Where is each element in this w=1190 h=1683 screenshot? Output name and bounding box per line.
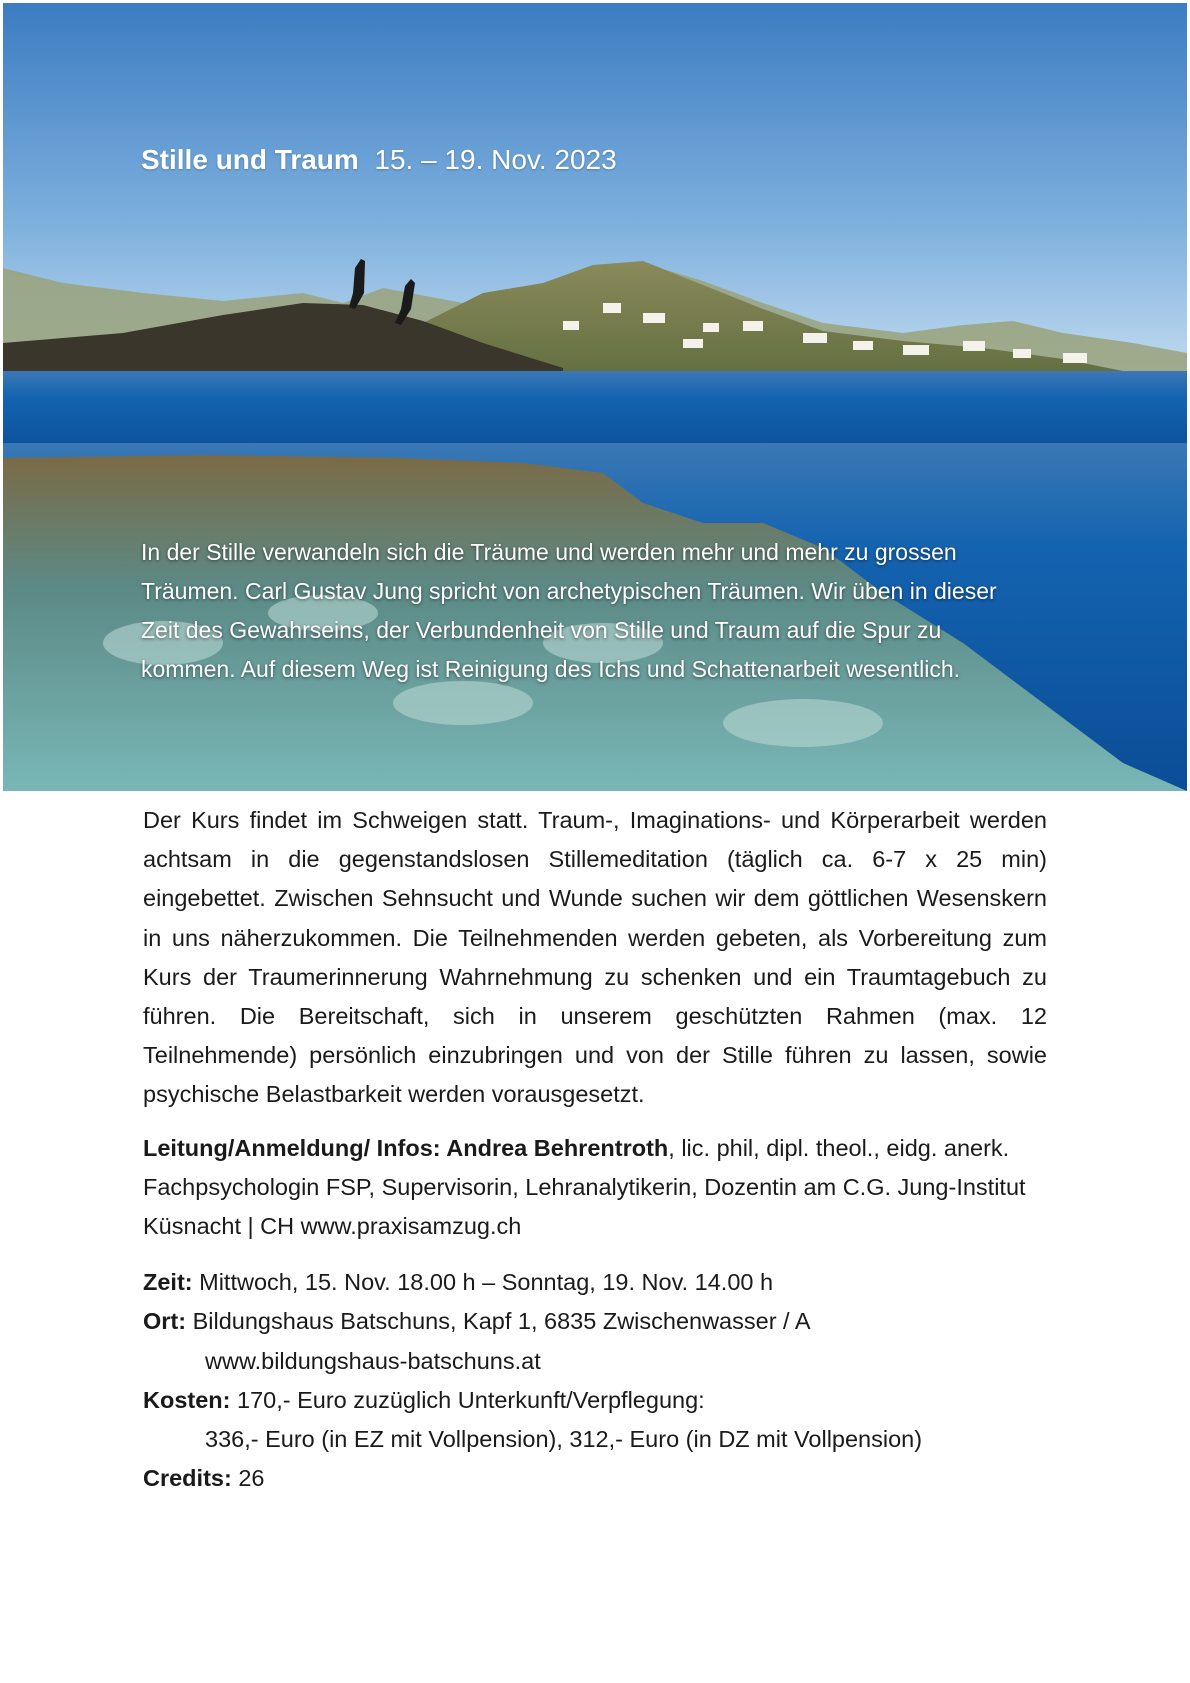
kosten-value: 170,- Euro zuzüglich Unterkunft/Verpflegung: [230,1386,705,1413]
ort-url[interactable]: www.bildungshaus-batschuns.at [205,1347,541,1374]
leitung-info [143,1129,1053,1246]
credits-row [143,1459,1063,1498]
intro-text: In der Stille verwandeln sich die Träume und werden mehr und mehr zu grossen Träumen. Carl Gustav Jung spricht von archetypischen Träumen. Wir üben in dieser Zeit des Gewahrseins, der Verbundenheit von Stille und Traum auf die Spur zu kommen. Auf diesem Weg ist Reinigung des Ichs und Schattenarbeit wesentlich. [141,539,997,682]
credits-value: 26 [231,1465,265,1492]
zeit-value: Mittwoch, 15. Nov. 18.00 h – Sonntag, 19. Nov. 14.00 h [192,1269,774,1295]
zeit-label: Zeit: [143,1269,193,1295]
kosten-label: Kosten: [143,1386,231,1413]
leitung-label: Leitung/Anmeldung/ Infos: Andrea Behrentroth [143,1135,669,1161]
title-dates: 15. – 19. Nov. 2023 [374,144,617,175]
kosten-detail: 336,- Euro (in EZ mit Vollpension), 312,- Euro (in DZ mit Vollpension) [205,1426,923,1453]
ort-row [143,1302,1063,1341]
ort-value: Bildungshaus Batschuns, Kapf 1, 6835 Zwischenwasser / A [186,1308,811,1335]
title-bold: Stille und Traum [141,144,359,175]
leitung-text: , lic. phil, dipl. theol., eidg. anerk. Fachpsychologin FSP, Supervisorin, Lehranalytikerin, Dozentin am C.G. Jung-Institut Küsnacht | CH www.praxisamzug.ch [143,1135,1026,1239]
ort-label: Ort: [143,1308,187,1335]
course-description: Der Kurs findet im Schweigen statt. Traum-, Imaginations- und Körperarbeit werden achtsam in die gegenstandslosen Stillemeditation (täglich ca. 6-7 x 25 min) eingebettet. Zwischen Sehnsucht und Wunde suchen wir dem göttlichen Wesenskern in uns näherzukommen. Die Teilnehmenden werden gebeten, als Vorbereitung zum Kurs der Traumerinnerung Wahrnehmung zu schenken und ein Traumtagebuch zu führen. Die Bereitschaft, sich in unserem geschützten Rahmen (max. 12 Teilnehmende) persönlich einzubringen und von der Stille führen zu lassen, sowie psychische Belastbarkeit werden vorausgesetzt. [143,807,1047,1108]
event-details [143,1263,1063,1499]
credits-label: Credits: [143,1465,232,1492]
page-title [141,144,617,176]
zeit-row [143,1263,1063,1302]
kosten-row [143,1381,1063,1420]
